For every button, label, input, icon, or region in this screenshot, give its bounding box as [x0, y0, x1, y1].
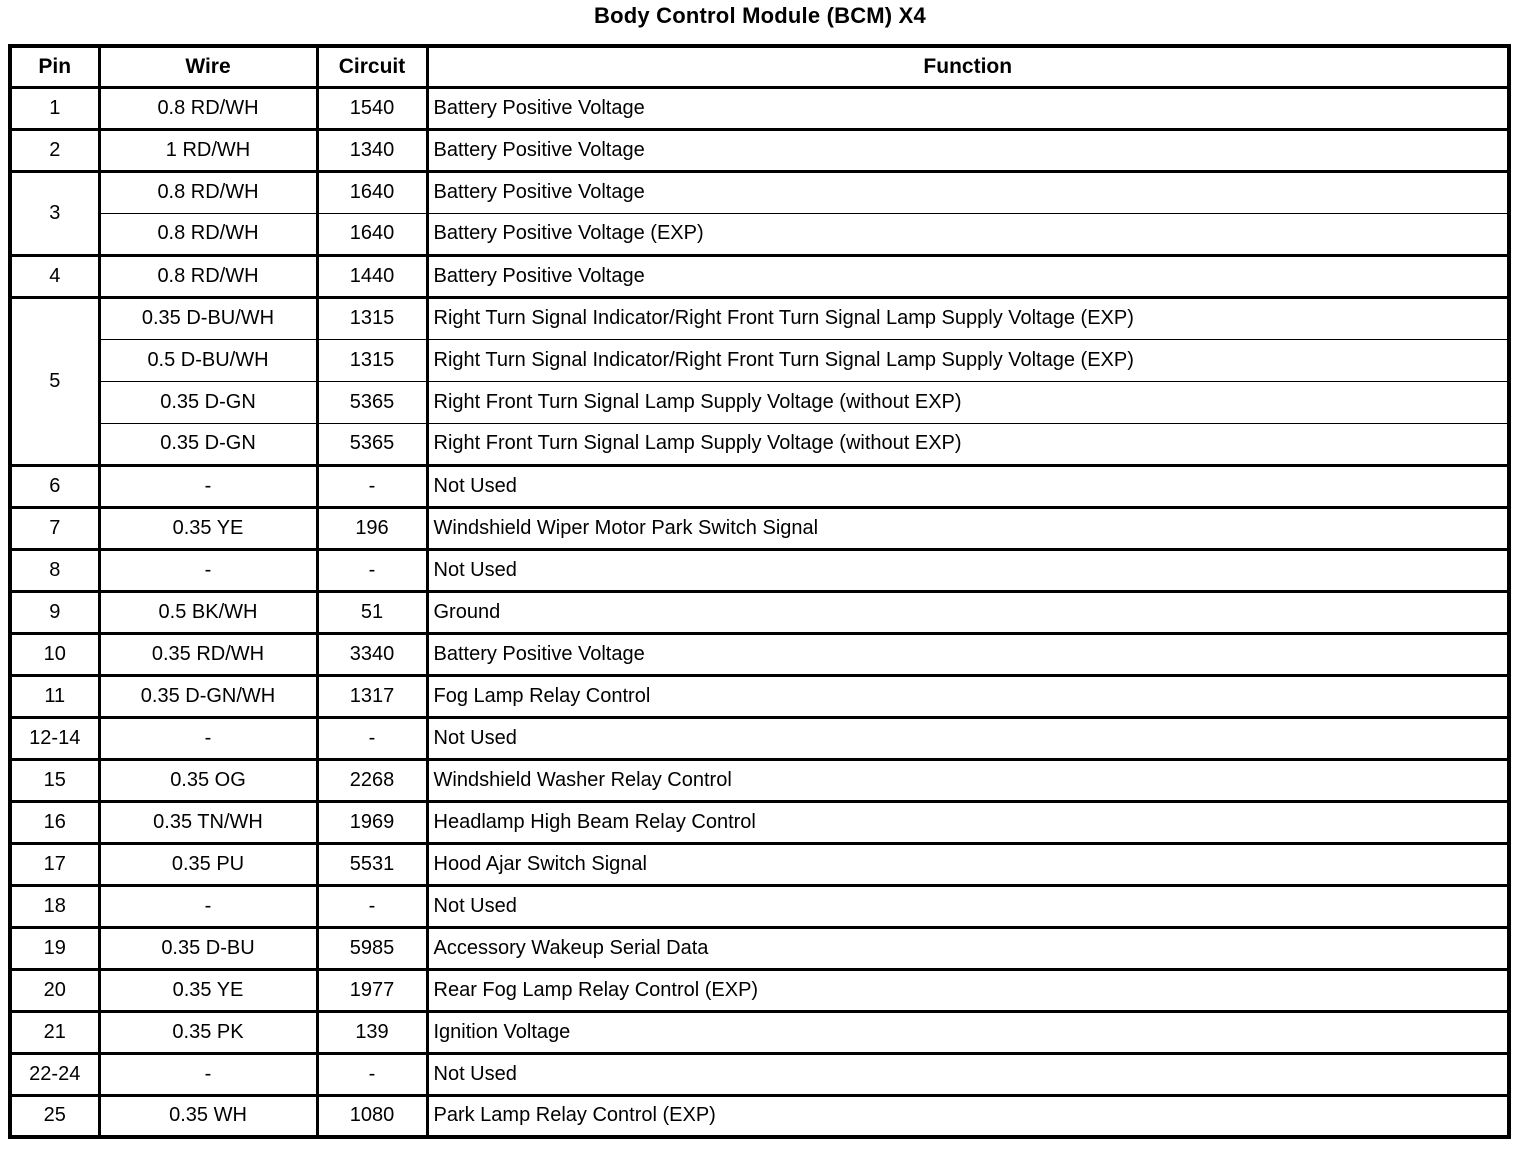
column-header-pin: Pin — [10, 46, 99, 87]
pin-cell: 18 — [10, 885, 99, 927]
pin-cell: 3 — [10, 171, 99, 255]
table-row — [10, 297, 1509, 339]
wire-cell: 0.35 YE — [99, 969, 317, 1011]
circuit-cell: 1540 — [317, 87, 427, 129]
pinout-table-body — [10, 87, 1509, 1137]
function-cell: Right Front Turn Signal Lamp Supply Voltage (without EXP) — [427, 381, 1509, 423]
function-cell: Not Used — [427, 885, 1509, 927]
circuit-cell: 1977 — [317, 969, 427, 1011]
table-row — [10, 633, 1509, 675]
pin-cell: 5 — [10, 297, 99, 465]
pin-cell: 2 — [10, 129, 99, 171]
pin-cell: 10 — [10, 633, 99, 675]
function-cell: Fog Lamp Relay Control — [427, 675, 1509, 717]
function-cell: Not Used — [427, 549, 1509, 591]
circuit-cell: 1317 — [317, 675, 427, 717]
function-cell: Windshield Washer Relay Control — [427, 759, 1509, 801]
circuit-cell: 5365 — [317, 423, 427, 465]
wire-cell: 0.35 PK — [99, 1011, 317, 1053]
function-cell: Not Used — [427, 465, 1509, 507]
pin-cell: 22-24 — [10, 1053, 99, 1095]
pin-cell: 12-14 — [10, 717, 99, 759]
column-header-wire: Wire — [99, 46, 317, 87]
page-title: Body Control Module (BCM) X4 — [594, 3, 926, 28]
wire-cell: 0.35 TN/WH — [99, 801, 317, 843]
circuit-cell: - — [317, 549, 427, 591]
pin-cell: 1 — [10, 87, 99, 129]
wire-cell: 0.35 D-BU — [99, 927, 317, 969]
table-row — [10, 801, 1509, 843]
wire-cell: 0.8 RD/WH — [99, 87, 317, 129]
table-row — [10, 717, 1509, 759]
pin-cell: 17 — [10, 843, 99, 885]
circuit-cell: 5985 — [317, 927, 427, 969]
circuit-cell: 3340 — [317, 633, 427, 675]
function-cell: Battery Positive Voltage — [427, 171, 1509, 213]
function-cell: Headlamp High Beam Relay Control — [427, 801, 1509, 843]
function-cell: Battery Positive Voltage (EXP) — [427, 213, 1509, 255]
wire-cell: 0.5 BK/WH — [99, 591, 317, 633]
pin-cell: 25 — [10, 1095, 99, 1137]
function-cell: Not Used — [427, 717, 1509, 759]
table-row — [10, 549, 1509, 591]
pin-cell: 4 — [10, 255, 99, 297]
function-cell: Battery Positive Voltage — [427, 633, 1509, 675]
wire-cell: 0.35 D-GN/WH — [99, 675, 317, 717]
function-cell: Hood Ajar Switch Signal — [427, 843, 1509, 885]
wire-cell: 0.35 D-BU/WH — [99, 297, 317, 339]
function-cell: Park Lamp Relay Control (EXP) — [427, 1095, 1509, 1137]
wire-cell: 0.35 D-GN — [99, 423, 317, 465]
function-cell: Battery Positive Voltage — [427, 255, 1509, 297]
table-row — [10, 129, 1509, 171]
circuit-cell: 1640 — [317, 171, 427, 213]
circuit-cell: 2268 — [317, 759, 427, 801]
function-cell: Ground — [427, 591, 1509, 633]
table-row — [10, 591, 1509, 633]
wire-cell: 0.35 PU — [99, 843, 317, 885]
table-row — [10, 927, 1509, 969]
wire-cell: 0.35 OG — [99, 759, 317, 801]
function-cell: Right Turn Signal Indicator/Right Front Turn Signal Lamp Supply Voltage (EXP) — [427, 297, 1509, 339]
table-row — [10, 885, 1509, 927]
pin-cell: 8 — [10, 549, 99, 591]
table-row — [10, 87, 1509, 129]
table-row — [10, 255, 1509, 297]
circuit-cell: - — [317, 717, 427, 759]
pin-cell: 19 — [10, 927, 99, 969]
table-row — [10, 969, 1509, 1011]
wire-cell: 0.35 RD/WH — [99, 633, 317, 675]
wire-cell: - — [99, 549, 317, 591]
wire-cell: 0.35 D-GN — [99, 381, 317, 423]
function-cell: Ignition Voltage — [427, 1011, 1509, 1053]
function-cell: Battery Positive Voltage — [427, 129, 1509, 171]
column-header-circuit: Circuit — [317, 46, 427, 87]
pin-cell: 9 — [10, 591, 99, 633]
table-row — [10, 507, 1509, 549]
function-cell: Right Turn Signal Indicator/Right Front Turn Signal Lamp Supply Voltage (EXP) — [427, 339, 1509, 381]
wire-cell: - — [99, 717, 317, 759]
table-row — [10, 213, 1509, 255]
circuit-cell: 1440 — [317, 255, 427, 297]
circuit-cell: 1969 — [317, 801, 427, 843]
circuit-cell: 196 — [317, 507, 427, 549]
table-row — [10, 759, 1509, 801]
circuit-cell: 1340 — [317, 129, 427, 171]
bcm-x4-pinout-table — [8, 44, 1511, 1139]
table-row — [10, 1053, 1509, 1095]
circuit-cell: - — [317, 465, 427, 507]
function-cell: Accessory Wakeup Serial Data — [427, 927, 1509, 969]
function-cell: Not Used — [427, 1053, 1509, 1095]
wire-cell: - — [99, 885, 317, 927]
pin-cell: 15 — [10, 759, 99, 801]
table-header-row — [10, 46, 1509, 87]
table-row — [10, 171, 1509, 213]
pin-cell: 11 — [10, 675, 99, 717]
wire-cell: 0.8 RD/WH — [99, 255, 317, 297]
circuit-cell: 139 — [317, 1011, 427, 1053]
wire-cell: 0.5 D-BU/WH — [99, 339, 317, 381]
wire-cell: 0.8 RD/WH — [99, 213, 317, 255]
table-row — [10, 1011, 1509, 1053]
wire-cell: 0.35 WH — [99, 1095, 317, 1137]
table-row — [10, 423, 1509, 465]
circuit-cell: 1315 — [317, 339, 427, 381]
circuit-cell: 1640 — [317, 213, 427, 255]
circuit-cell: 5531 — [317, 843, 427, 885]
circuit-cell: 1080 — [317, 1095, 427, 1137]
circuit-cell: 5365 — [317, 381, 427, 423]
wire-cell: 1 RD/WH — [99, 129, 317, 171]
circuit-cell: 51 — [317, 591, 427, 633]
pin-cell: 20 — [10, 969, 99, 1011]
circuit-cell: - — [317, 885, 427, 927]
table-row — [10, 843, 1509, 885]
wire-cell: 0.35 YE — [99, 507, 317, 549]
pin-cell: 7 — [10, 507, 99, 549]
function-cell: Battery Positive Voltage — [427, 87, 1509, 129]
table-row — [10, 465, 1509, 507]
table-row — [10, 1095, 1509, 1137]
wire-cell: - — [99, 1053, 317, 1095]
table-row — [10, 381, 1509, 423]
circuit-cell: - — [317, 1053, 427, 1095]
circuit-cell: 1315 — [317, 297, 427, 339]
wire-cell: 0.8 RD/WH — [99, 171, 317, 213]
column-header-function: Function — [427, 46, 1509, 87]
pin-cell: 21 — [10, 1011, 99, 1053]
table-row — [10, 675, 1509, 717]
function-cell: Right Front Turn Signal Lamp Supply Voltage (without EXP) — [427, 423, 1509, 465]
function-cell: Rear Fog Lamp Relay Control (EXP) — [427, 969, 1509, 1011]
table-row — [10, 339, 1509, 381]
wire-cell: - — [99, 465, 317, 507]
pin-cell: 16 — [10, 801, 99, 843]
pin-cell: 6 — [10, 465, 99, 507]
function-cell: Windshield Wiper Motor Park Switch Signal — [427, 507, 1509, 549]
